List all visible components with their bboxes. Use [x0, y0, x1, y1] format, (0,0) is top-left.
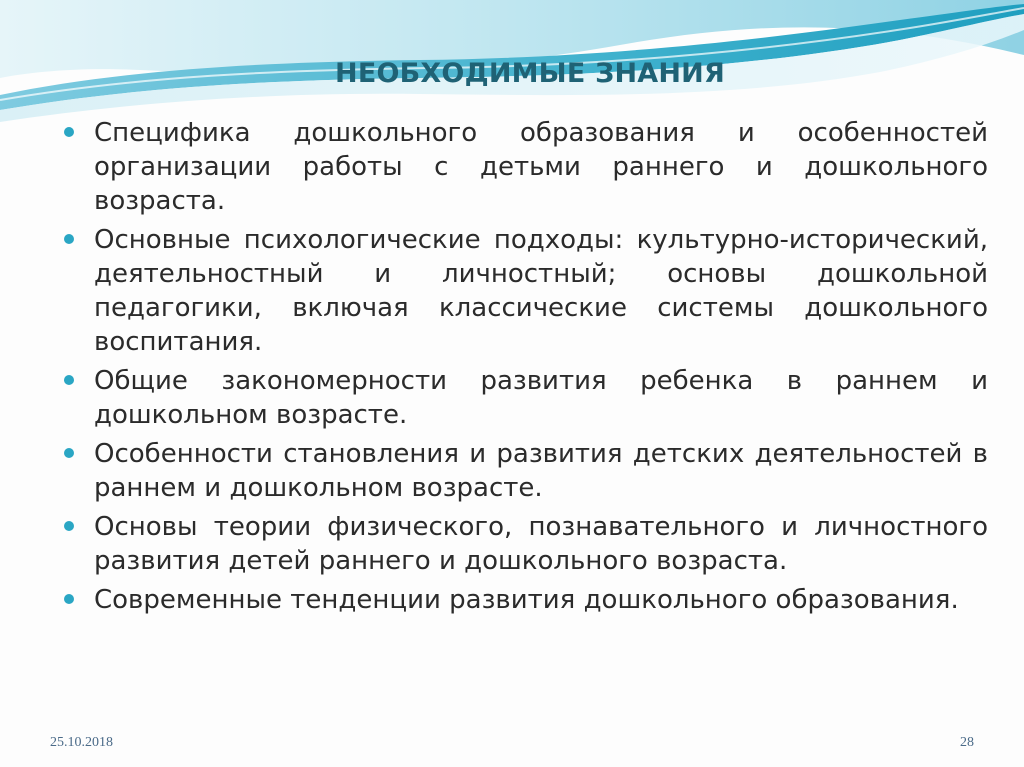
bullet-dot-icon: [64, 375, 74, 385]
bullet-text: Современные тенденции развития дошкольного образования.: [94, 585, 959, 615]
bullet-item: [60, 510, 988, 578]
bullet-item: [60, 364, 988, 432]
bullet-text: Основные психологические подходы: культурно-исторический, деятельностный и личностный; основы дошкольной педагогики, включая классические системы дошкольного воспитания.: [94, 225, 988, 357]
bullet-text: Основы теории физического, познавательного и личностного развития детей раннего и дошкольного возраста.: [94, 512, 988, 576]
bullet-item: [60, 437, 988, 505]
bullet-dot-icon: [64, 594, 74, 604]
bullet-list: [60, 116, 988, 622]
bullet-dot-icon: [64, 521, 74, 531]
bullet-dot-icon: [64, 448, 74, 458]
footer-page-number: 28: [960, 735, 974, 750]
bullet-dot-icon: [64, 234, 74, 244]
bullet-item: [60, 116, 988, 218]
bullet-item: [60, 223, 988, 359]
bullet-item: [60, 583, 988, 617]
footer-date: 25.10.2018: [50, 735, 113, 750]
slide-title: НЕОБХОДИМЫЕ ЗНАНИЯ: [335, 58, 725, 89]
bullet-text: Общие закономерности развития ребенка в раннем и дошкольном возрасте.: [94, 366, 988, 430]
bullet-dot-icon: [64, 127, 74, 137]
bullet-text: Специфика дошкольного образования и особенностей организации работы с детьми раннего и дошкольного возраста.: [94, 118, 988, 216]
bullet-text: Особенности становления и развития детских деятельностей в раннем и дошкольном возрасте.: [94, 439, 988, 503]
